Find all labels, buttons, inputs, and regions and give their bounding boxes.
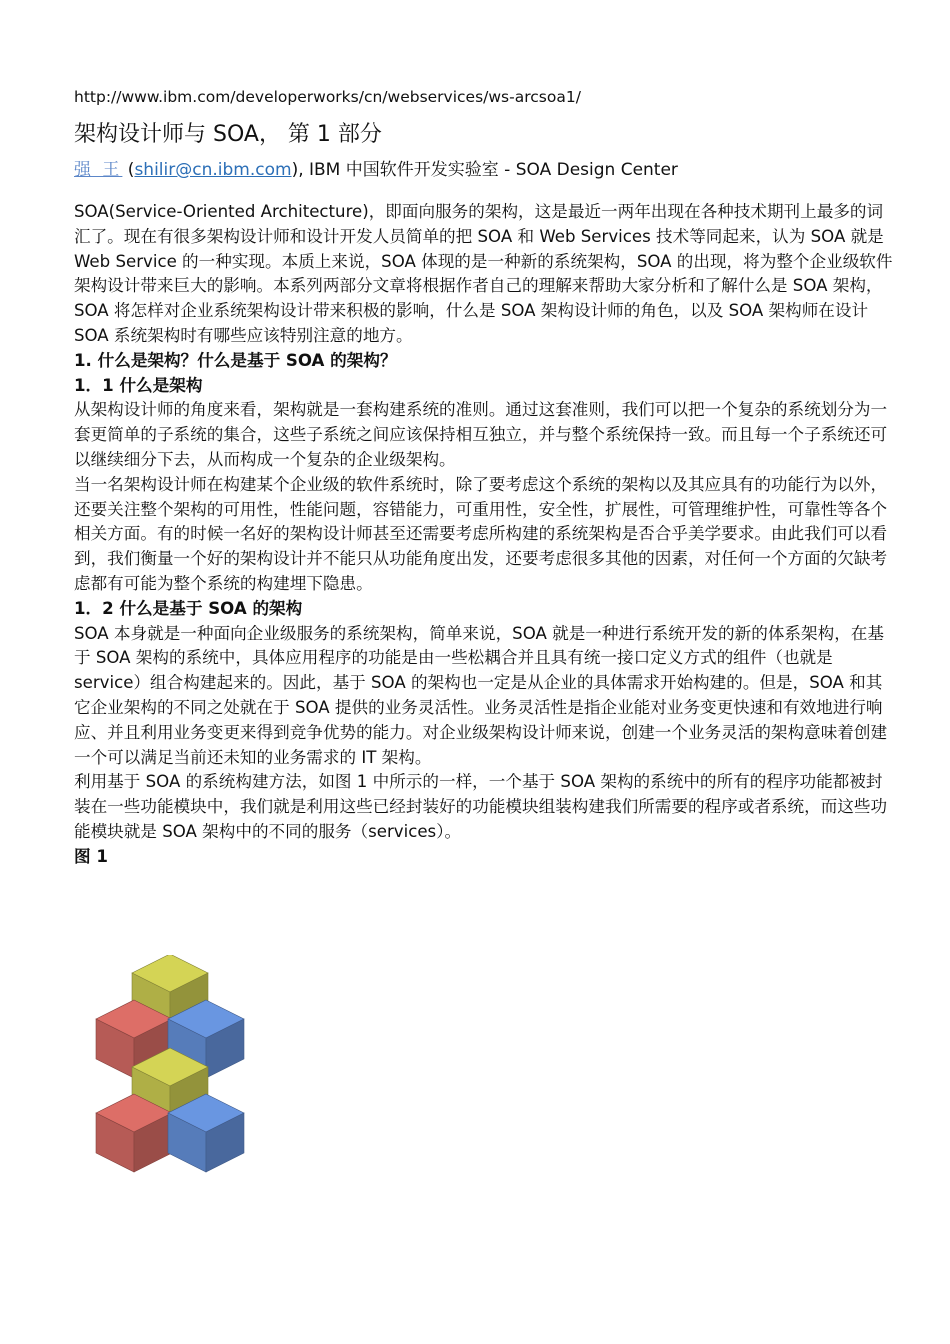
paragraph-3: SOA 本身就是一种面向企业级服务的系统架构，简单来说，SOA 就是一种进行系统开发的新的体系架构，在基于 SOA 架构的系统中，具体应用程序的功能是由一些松耦合并且具有统一接口定义方式的组件（也就是 service）组合构建起来的。因此，基于 SOA 的架构也一定是从企业的具体需求开始构建的。但是，SOA 和其它企业架构的不同之处就在于 SOA 提供的业务灵活性。业务灵活性是指企业能对业务变更快速和有效地进行响应、并且利用业务变更来得到竞争优势的能力。对企业级架构设计师来说，创建一个业务灵活的架构意味着创建一个可以满足当前还未知的业务需求的 IT 架构。: [74, 623, 888, 767]
section-heading-1-1: 1．1 什么是架构: [74, 375, 203, 395]
section-heading-1: 1. 什么是架构？什么是基于 SOA 的架构？: [74, 350, 397, 370]
author-email-link[interactable]: shilir@cn.ibm.com: [134, 160, 292, 180]
author-name-link[interactable]: 强 王: [74, 160, 123, 180]
intro-paragraph: SOA(Service-Oriented Architecture)，即面向服务的架构，这是最近一两年出现在各种技术期刊上最多的词汇了。现在有很多架构设计师和设计开发人员简单的把 SOA 和 Web Services 技术等同起来，认为 SOA 就是 Web Service 的一种实现。本质上来说，SOA 体现的是一种新的系统架构，SOA 的出现，将为整个企业级软件架构设计带来巨大的影响。本系列两部分文章将根据作者自己的理解来帮助大家分析和了解什么是 SOA 架构，SOA 将怎样对企业系统架构设计带来积极的影响，什么是 SOA 架构设计师的角色，以及 SOA 架构师在设计 SOA 系统架构时有哪些应该特别注意的地方。: [74, 202, 893, 345]
source-url[interactable]: http://www.ibm.com/developerworks/cn/webservices/ws-arcsoa1/: [74, 88, 581, 106]
paragraph-2: 当一名架构设计师在构建某个企业级的软件系统时，除了要考虑这个系统的架构以及其应具有的功能行为以外，还要关注整个架构的可用性，性能问题，容错能力，可重用性，安全性，扩展性，可管理维护性，可靠性等各个相关方面。有的时候一名好的架构设计师甚至还需要考虑所构建的系统架构是否合乎美学要求。由此我们可以看到，我们衡量一个好的架构设计并不能只从功能角度出发，还要考虑很多其他的因素，对任何一个方面的欠缺考虑都有可能为整个系统的构建埋下隐患。: [74, 474, 888, 593]
author-open: (: [122, 160, 135, 180]
document-page: [74, 86, 894, 870]
soa-cubes-figure: [92, 955, 252, 1205]
paragraph-4: 利用基于 SOA 的系统构建方法，如图 1 中所示的一样，一个基于 SOA 架构的系统中的所有的程序功能都被封装在一些功能模块中，我们就是利用这些已经封装好的功能模块组装构建我们所需要的程序或者系统，而这些功能模块就是 SOA 架构中的不同的服务（services）。: [74, 772, 888, 841]
article-title: 架构设计师与 SOA， 第 1 部分: [74, 122, 382, 147]
author-affiliation: ), IBM 中国软件开发实验室 - SOA Design Center: [291, 160, 678, 180]
author-line: [74, 158, 894, 182]
figure-1-label: 图 1: [74, 846, 108, 866]
section-heading-1-2: 1．2 什么是基于 SOA 的架构: [74, 598, 303, 618]
paragraph-1: 从架构设计师的角度来看，架构就是一套构建系统的准则。通过这套准则，我们可以把一个复杂的系统划分为一套更简单的子系统的集合，这些子系统之间应该保持相互独立，并与整个系统保持一致。而且每一个子系统还可以继续细分下去，从而构成一个复杂的企业级架构。: [74, 400, 888, 469]
